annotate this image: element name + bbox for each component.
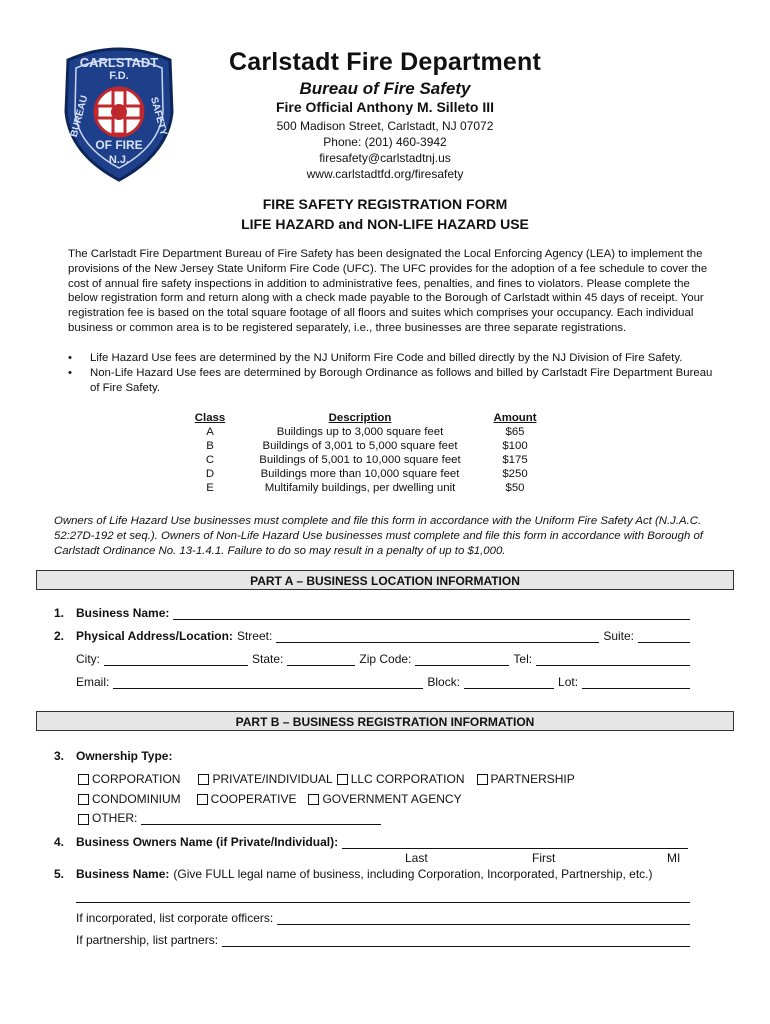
tel-label: Tel: bbox=[513, 652, 533, 666]
last-caption: Last bbox=[405, 851, 428, 865]
block-field[interactable] bbox=[464, 676, 554, 689]
state-label: State: bbox=[252, 652, 284, 666]
badge-left-text: BUREAU bbox=[68, 94, 91, 139]
street-field[interactable] bbox=[276, 630, 599, 643]
legal-name-row bbox=[54, 867, 653, 881]
bullet-non-life-hazard: • Non-Life Hazard Use fees are determined by Borough Ordinance as follows and billed by Carlstadt Fire Department Bureau of Fire Safety. bbox=[68, 366, 718, 396]
question-number: 2. bbox=[54, 629, 65, 643]
checkbox[interactable] bbox=[78, 814, 89, 825]
fire-department-badge bbox=[60, 42, 178, 182]
address-label: Physical Address/Location: bbox=[76, 629, 233, 643]
state-field[interactable] bbox=[287, 653, 355, 666]
first-caption: First bbox=[532, 851, 556, 865]
header-website: www.carlstadtfd.org/firesafety bbox=[306, 167, 464, 181]
header-address: 500 Madison Street, Carlstadt, NJ 07072 bbox=[276, 119, 494, 133]
tel-field[interactable] bbox=[536, 653, 690, 666]
table-row bbox=[180, 439, 560, 453]
option-label: CORPORATION bbox=[92, 772, 181, 786]
class-cell: E bbox=[206, 482, 214, 494]
city-field[interactable] bbox=[104, 653, 248, 666]
question-number: 5. bbox=[54, 867, 65, 881]
option-private-individual[interactable] bbox=[198, 772, 332, 786]
option-partnership[interactable] bbox=[477, 772, 575, 786]
legal-name-field[interactable] bbox=[76, 890, 690, 903]
bureau-title: Bureau of Fire Safety bbox=[299, 79, 471, 98]
legal-name-label: Business Name: bbox=[76, 867, 170, 881]
badge-right-text: SAFETY bbox=[147, 95, 169, 137]
city-label: City: bbox=[76, 652, 100, 666]
option-label: GOVERNMENT AGENCY bbox=[322, 792, 462, 806]
street-label: Street: bbox=[236, 629, 273, 643]
compliance-notice: Owners of Life Hazard Use businesses must complete and file this form in accordance with the Uniform Fire Safety Act (N.J.A.C. 52:27D-192 et seq.). Owners of Non-Life Hazard Use businesses must complete and file this form in accordance with Borough of Carlstadt Ordinance No. 13-1.4.1. Failure to do so may result in a penalty of up to $1,000. bbox=[54, 515, 703, 557]
fee-bullets bbox=[68, 351, 718, 395]
partners-field[interactable] bbox=[222, 934, 690, 947]
ownership-type-label: Ownership Type: bbox=[76, 749, 173, 763]
partners-row bbox=[76, 933, 690, 947]
fee-table bbox=[180, 411, 560, 495]
question-number: 4. bbox=[54, 835, 65, 849]
block-label: Block: bbox=[427, 675, 461, 689]
header-description: Description bbox=[328, 412, 392, 424]
option-label: LLC CORPORATION bbox=[350, 772, 465, 786]
ownership-options-row1 bbox=[78, 772, 587, 786]
class-cell: D bbox=[205, 468, 215, 480]
email-label: Email: bbox=[76, 675, 110, 689]
class-cell: C bbox=[205, 454, 215, 466]
other-label: OTHER: bbox=[92, 811, 138, 825]
address-row bbox=[54, 629, 690, 643]
table-row bbox=[180, 481, 560, 495]
amount-cell: $100 bbox=[502, 440, 528, 452]
header-phone: Phone: (201) 460-3942 bbox=[323, 135, 447, 149]
description-cell: Buildings of 5,001 to 10,000 square feet bbox=[259, 454, 461, 466]
email-row bbox=[76, 675, 690, 689]
description-cell: Buildings up to 3,000 square feet bbox=[276, 426, 444, 438]
option-condominium[interactable] bbox=[78, 792, 181, 806]
business-name-label: Business Name: bbox=[76, 606, 170, 620]
part-b-header: PART B – BUSINESS REGISTRATION INFORMATION bbox=[36, 711, 734, 731]
owner-name-label: Business Owners Name (if Private/Individual): bbox=[76, 835, 339, 849]
officers-field[interactable] bbox=[277, 912, 690, 925]
header-amount: Amount bbox=[493, 412, 537, 424]
checkbox[interactable] bbox=[197, 794, 208, 805]
checkbox[interactable] bbox=[198, 774, 209, 785]
department-title: Carlstadt Fire Department bbox=[228, 48, 542, 76]
amount-cell: $175 bbox=[502, 454, 528, 466]
zip-label: Zip Code: bbox=[359, 652, 412, 666]
table-row bbox=[180, 467, 560, 481]
checkbox[interactable] bbox=[308, 794, 319, 805]
lot-field[interactable] bbox=[582, 676, 690, 689]
class-cell: B bbox=[206, 440, 214, 452]
question-number: 1. bbox=[54, 606, 65, 620]
other-field[interactable] bbox=[141, 812, 381, 825]
business-name-field[interactable] bbox=[173, 607, 690, 620]
amount-cell: $50 bbox=[505, 482, 525, 494]
option-label: PRIVATE/INDIVIDUAL bbox=[212, 772, 333, 786]
amount-cell: $250 bbox=[502, 468, 528, 480]
officers-label: If incorporated, list corporate officers: bbox=[76, 911, 274, 925]
form-subtitle: LIFE HAZARD and NON-LIFE HAZARD USE bbox=[241, 216, 529, 232]
mi-caption: MI bbox=[667, 851, 681, 865]
suite-label: Suite: bbox=[603, 629, 634, 643]
owner-name-field[interactable] bbox=[342, 836, 688, 849]
business-name-row bbox=[54, 606, 690, 620]
suite-field[interactable] bbox=[638, 630, 690, 643]
intro-paragraph: The Carlstadt Fire Department Bureau of Fire Safety has been designated the Local Enforcing Agency (LEA) to implement the provisions of the New Jersey State Uniform Fire Code (UFC). The UFC provides for the adoption of a fee schedule to cover the cost of annual fire safety inspections in addition to administrative fees, penalties, and fines to violators. Please complete the below registration form and return along with a check made payable to the Borough of Carlstadt within 45 days of receipt. Your registration fee is based on the total square footage of all floors and suites which comprises your occupancy. Each individual business or common area is to be registered separately, i.e., three businesses are three separate registrations. bbox=[68, 248, 708, 334]
ownership-other-row bbox=[78, 811, 381, 825]
legal-name-hint: (Give FULL legal name of business, including Corporation, Incorporated, Partnership, etc.) bbox=[173, 867, 653, 881]
bullet-life-hazard: • Life Hazard Use fees are determined by the NJ Uniform Fire Code and billed directly by the NJ Division of Fire Safety. bbox=[68, 351, 718, 366]
description-cell: Multifamily buildings, per dwelling unit bbox=[264, 482, 456, 494]
partners-label: If partnership, list partners: bbox=[76, 933, 219, 947]
header-email: firesafety@carlstadtnj.us bbox=[319, 151, 451, 165]
badge-bottom-text: OF FIRE bbox=[95, 138, 143, 152]
checkbox[interactable] bbox=[78, 794, 89, 805]
officers-row bbox=[76, 911, 690, 925]
part-a-header: PART A – BUSINESS LOCATION INFORMATION bbox=[36, 570, 734, 590]
checkbox[interactable] bbox=[337, 774, 348, 785]
zip-field[interactable] bbox=[415, 653, 509, 666]
checkbox[interactable] bbox=[477, 774, 488, 785]
header-class: Class bbox=[194, 412, 226, 424]
ownership-options-row2 bbox=[78, 792, 474, 806]
description-cell: Buildings of 3,001 to 5,000 square feet bbox=[262, 440, 458, 452]
badge-fd-text: F.D. bbox=[109, 70, 129, 82]
badge-top-text: CARLSTADT bbox=[79, 55, 159, 70]
ownership-type-row bbox=[54, 749, 172, 763]
fee-table-header bbox=[180, 411, 560, 425]
city-row bbox=[76, 652, 690, 666]
option-label: CONDOMINIUM bbox=[92, 792, 181, 806]
table-row bbox=[180, 425, 560, 439]
form-title: FIRE SAFETY REGISTRATION FORM bbox=[262, 196, 508, 212]
fire-official: Fire Official Anthony M. Silleto III bbox=[275, 99, 495, 115]
owner-name-row bbox=[54, 835, 688, 849]
email-field[interactable] bbox=[113, 676, 423, 689]
option-cooperative[interactable] bbox=[197, 792, 297, 806]
table-row bbox=[180, 453, 560, 467]
description-cell: Buildings more than 10,000 square feet bbox=[260, 468, 460, 480]
option-label: COOPERATIVE bbox=[210, 792, 297, 806]
lot-label: Lot: bbox=[558, 675, 579, 689]
badge-nj-text: N.J. bbox=[108, 154, 130, 166]
option-label: PARTNERSHIP bbox=[490, 772, 575, 786]
class-cell: A bbox=[206, 426, 214, 438]
checkbox[interactable] bbox=[78, 774, 89, 785]
question-number: 3. bbox=[54, 749, 65, 763]
option-government-agency[interactable] bbox=[308, 792, 461, 806]
option-corporation[interactable] bbox=[78, 772, 180, 786]
amount-cell: $65 bbox=[505, 426, 525, 438]
option-llc-corporation[interactable] bbox=[337, 772, 465, 786]
